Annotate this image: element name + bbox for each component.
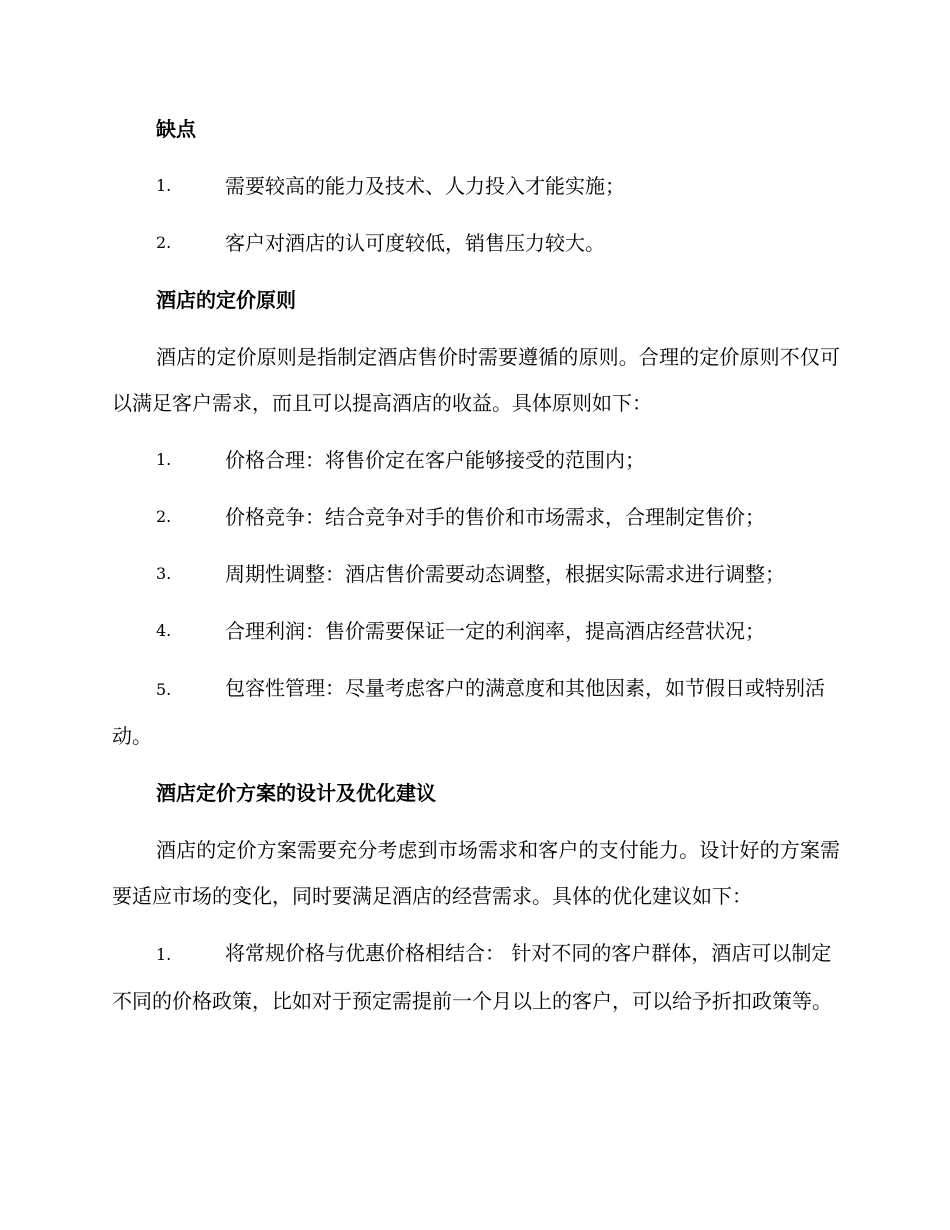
list-item	[112, 612, 840, 650]
list-text: 将常规价格与优惠价格相结合： 针对不同的客户群体，酒店可以制定不同的价格政策，比如对于预定需提前一个月以上的客户，可以给予折扣政策等。	[112, 941, 832, 1013]
list-text: 价格竞争：结合竞争对手的售价和市场需求，合理制定售价；	[225, 505, 765, 529]
list-item	[112, 224, 840, 262]
list-text: 周期性调整：酒店售价需要动态调整，根据实际需求进行调整；	[225, 562, 785, 586]
document-content	[112, 110, 840, 1039]
list-number: 1.	[156, 450, 172, 469]
list-number: 2.	[156, 233, 172, 252]
section-heading-pricing-principles: 酒店的定价原则	[156, 288, 296, 312]
list-text: 客户对酒店的认可度较低，销售压力较大。	[225, 231, 605, 255]
paragraph-design-optimization: 酒店的定价方案需要充分考虑到市场需求和客户的支付能力。设计好的方案需要适应市场的变化，同时要满足酒店的经营需求。具体的优化建议如下：	[112, 838, 840, 908]
list-text: 需要较高的能力及技术、人力投入才能实施；	[225, 174, 625, 198]
list-item	[112, 555, 840, 593]
section-heading-drawbacks: 缺点	[156, 117, 196, 141]
list-item	[112, 498, 840, 536]
list-item	[112, 665, 840, 759]
list-number: 1.	[156, 945, 172, 964]
list-number: 3.	[156, 564, 172, 583]
list-text: 价格合理：将售价定在客户能够接受的范围内；	[225, 448, 645, 472]
list-item	[112, 930, 840, 1024]
list-number: 2.	[156, 507, 172, 526]
section-heading-design-optimization: 酒店定价方案的设计及优化建议	[156, 781, 436, 805]
list-text: 合理利润：售价需要保证一定的利润率，提高酒店经营状况；	[225, 619, 765, 643]
list-number: 4.	[156, 621, 172, 640]
list-text: 包容性管理：尽量考虑客户的满意度和其他因素，如节假日或特别活动。	[112, 676, 825, 748]
list-number: 1.	[156, 176, 172, 195]
list-item	[112, 167, 840, 205]
list-item	[112, 441, 840, 479]
paragraph-pricing-principles: 酒店的定价原则是指制定酒店售价时需要遵循的原则。合理的定价原则不仅可以满足客户需求，而且可以提高酒店的收益。具体原则如下：	[112, 345, 840, 415]
list-number: 5.	[156, 680, 172, 699]
